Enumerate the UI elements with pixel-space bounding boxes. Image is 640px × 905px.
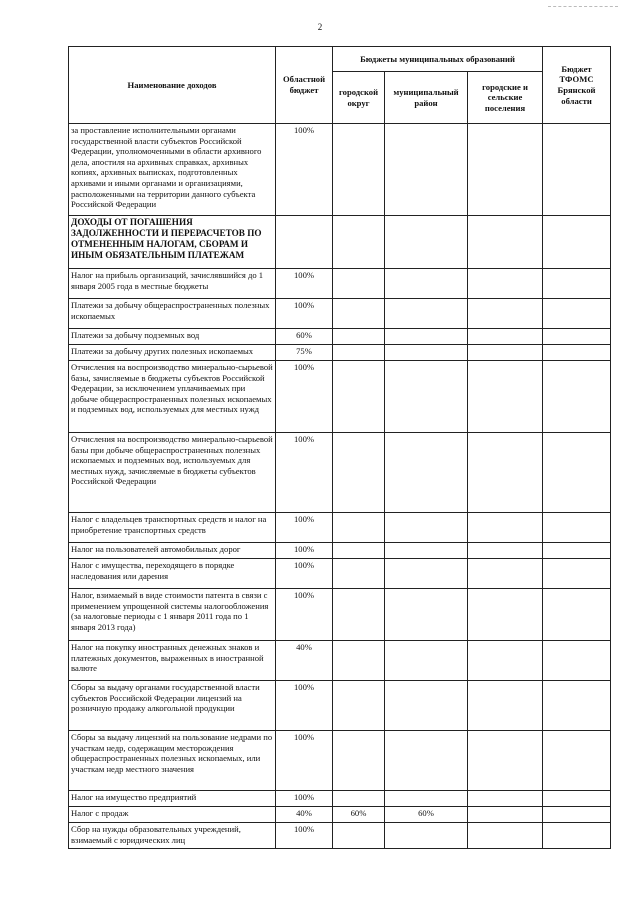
settlements-share-cell <box>468 269 543 299</box>
revenue-name-cell: Налог на покупку иностранных денежных знаков и платежных документов, выраженных в иностранной валюте <box>69 641 276 681</box>
table-row <box>69 807 611 823</box>
regional-share-cell: 100% <box>276 731 333 791</box>
header-revenue-name: Наименование доходов <box>69 47 276 124</box>
city-district-share-cell <box>333 361 385 433</box>
revenue-name-cell: Сборы за выдачу лицензий на пользование недрами по участкам недр, содержащим месторождения общераспространенных полезных ископаемых, или участкам недр местного значения <box>69 731 276 791</box>
regional-share-cell: 100% <box>276 589 333 641</box>
table-row <box>69 731 611 791</box>
table-row <box>69 329 611 345</box>
tfoms-share-cell <box>543 269 611 299</box>
city-district-share-cell <box>333 543 385 559</box>
tfoms-share-cell <box>543 641 611 681</box>
scan-artifact <box>548 6 618 8</box>
table-row <box>69 543 611 559</box>
city-district-share-cell <box>333 329 385 345</box>
header-municipal-district: муниципальный район <box>385 72 468 124</box>
municipal-district-share-cell <box>385 216 468 269</box>
city-district-share-cell <box>333 513 385 543</box>
revenue-name-cell: Налог с продаж <box>69 807 276 823</box>
revenue-name-cell: Сбор на нужды образовательных учреждений, взимаемый с юридических лиц <box>69 823 276 849</box>
city-district-share-cell: 60% <box>333 807 385 823</box>
table-body <box>69 124 611 849</box>
tfoms-share-cell <box>543 823 611 849</box>
tfoms-share-cell <box>543 559 611 589</box>
tfoms-share-cell <box>543 513 611 543</box>
table-row <box>69 216 611 269</box>
regional-share-cell <box>276 216 333 269</box>
municipal-district-share-cell <box>385 589 468 641</box>
revenue-name-cell: Налог, взимаемый в виде стоимости патента в связи с применением упрощенной системы налогообложения (за налоговые периоды с 1 января 2011 года по 1 января 2013 года) <box>69 589 276 641</box>
revenue-name-cell: Платежи за добычу других полезных ископаемых <box>69 345 276 361</box>
city-district-share-cell <box>333 681 385 731</box>
city-district-share-cell <box>333 216 385 269</box>
tfoms-share-cell <box>543 299 611 329</box>
table-row <box>69 361 611 433</box>
regional-share-cell: 100% <box>276 823 333 849</box>
revenue-name-cell: за проставление исполнительными органами государственной власти субъектов Российской Федерации, уполномоченными в области архивного дела, апостиля на архивных справках, архивных копиях, архивных выписках, подготовленных архивами и иными органами и организациями, расположенными на территории данного субъекта Российской Федерации <box>69 124 276 216</box>
municipal-district-share-cell <box>385 791 468 807</box>
tfoms-share-cell <box>543 681 611 731</box>
tfoms-share-cell <box>543 361 611 433</box>
settlements-share-cell <box>468 589 543 641</box>
header-settlements: городские и сельские поселения <box>468 72 543 124</box>
tfoms-share-cell <box>543 433 611 513</box>
revenue-name-cell: Платежи за добычу общераспространенных полезных ископаемых <box>69 299 276 329</box>
city-district-share-cell <box>333 731 385 791</box>
regional-share-cell: 100% <box>276 559 333 589</box>
regional-share-cell: 60% <box>276 329 333 345</box>
municipal-district-share-cell <box>385 559 468 589</box>
city-district-share-cell <box>333 641 385 681</box>
regional-share-cell: 100% <box>276 681 333 731</box>
tfoms-share-cell <box>543 791 611 807</box>
regional-share-cell: 100% <box>276 299 333 329</box>
regional-share-cell: 100% <box>276 124 333 216</box>
regional-share-cell: 100% <box>276 791 333 807</box>
city-district-share-cell <box>333 345 385 361</box>
table-row <box>69 559 611 589</box>
revenue-name-cell: Налог с имущества, переходящего в порядке наследования или дарения <box>69 559 276 589</box>
table-row <box>69 791 611 807</box>
table-row <box>69 299 611 329</box>
settlements-share-cell <box>468 299 543 329</box>
revenue-name-cell: ДОХОДЫ ОТ ПОГАШЕНИЯ ЗАДОЛЖЕННОСТИ И ПЕРЕРАСЧЕТОВ ПО ОТМЕНЕННЫМ НАЛОГАМ, СБОРАМ И ИНЫМ ОБЯЗАТЕЛЬНЫМ ПЛАТЕЖАМ <box>69 216 276 269</box>
settlements-share-cell <box>468 543 543 559</box>
table-row <box>69 823 611 849</box>
header-city-district: городской округ <box>333 72 385 124</box>
municipal-district-share-cell <box>385 731 468 791</box>
settlements-share-cell <box>468 124 543 216</box>
city-district-share-cell <box>333 269 385 299</box>
municipal-district-share-cell <box>385 681 468 731</box>
tfoms-share-cell <box>543 589 611 641</box>
municipal-district-share-cell <box>385 513 468 543</box>
regional-share-cell: 100% <box>276 543 333 559</box>
regional-share-cell: 75% <box>276 345 333 361</box>
tfoms-share-cell <box>543 216 611 269</box>
revenue-distribution-table <box>68 46 611 849</box>
settlements-share-cell <box>468 559 543 589</box>
table-row <box>69 589 611 641</box>
regional-share-cell: 100% <box>276 513 333 543</box>
settlements-share-cell <box>468 216 543 269</box>
revenue-name-cell: Отчисления на воспроизводство минерально-сырьевой базы при добыче общераспространенных полезных ископаемых и подземных вод, используемых для местных нужд, зачисляемые в бюджеты субъектов Российской Федерации <box>69 433 276 513</box>
municipal-district-share-cell: 60% <box>385 807 468 823</box>
page-number: 2 <box>317 22 323 32</box>
revenue-name-cell: Налог на имущество предприятий <box>69 791 276 807</box>
header-municipal-budgets: Бюджеты муниципальных образований <box>333 47 543 72</box>
table-row <box>69 269 611 299</box>
settlements-share-cell <box>468 731 543 791</box>
tfoms-share-cell <box>543 731 611 791</box>
municipal-district-share-cell <box>385 329 468 345</box>
municipal-district-share-cell <box>385 433 468 513</box>
table-row <box>69 124 611 216</box>
settlements-share-cell <box>468 433 543 513</box>
regional-share-cell: 40% <box>276 807 333 823</box>
settlements-share-cell <box>468 345 543 361</box>
municipal-district-share-cell <box>385 641 468 681</box>
city-district-share-cell <box>333 433 385 513</box>
municipal-district-share-cell <box>385 269 468 299</box>
table-row <box>69 641 611 681</box>
tfoms-share-cell <box>543 124 611 216</box>
header-regional-budget: Областной бюджет <box>276 47 333 124</box>
tfoms-share-cell <box>543 329 611 345</box>
tfoms-share-cell <box>543 807 611 823</box>
table-row <box>69 681 611 731</box>
table-row <box>69 345 611 361</box>
municipal-district-share-cell <box>385 299 468 329</box>
settlements-share-cell <box>468 681 543 731</box>
revenue-name-cell: Сборы за выдачу органами государственной власти субъектов Российской Федерации лицензий на розничную продажу алкогольной продукции <box>69 681 276 731</box>
settlements-share-cell <box>468 513 543 543</box>
settlements-share-cell <box>468 791 543 807</box>
tfoms-share-cell <box>543 543 611 559</box>
city-district-share-cell <box>333 791 385 807</box>
municipal-district-share-cell <box>385 823 468 849</box>
city-district-share-cell <box>333 299 385 329</box>
revenue-name-cell: Платежи за добычу подземных вод <box>69 329 276 345</box>
revenue-name-cell: Отчисления на воспроизводство минерально-сырьевой базы, зачисляемые в бюджеты субъектов Российской Федерации, за исключением уплачиваемых при добыче общераспространенных полезных ископаемых и подземных вод, используемых для местных нужд <box>69 361 276 433</box>
settlements-share-cell <box>468 329 543 345</box>
municipal-district-share-cell <box>385 345 468 361</box>
settlements-share-cell <box>468 641 543 681</box>
city-district-share-cell <box>333 124 385 216</box>
table-row <box>69 433 611 513</box>
municipal-district-share-cell <box>385 124 468 216</box>
revenue-name-cell: Налог с владельцев транспортных средств и налог на приобретение транспортных средств <box>69 513 276 543</box>
revenue-name-cell: Налог на прибыль организаций, зачислявшийся до 1 января 2005 года в местные бюджеты <box>69 269 276 299</box>
tfoms-share-cell <box>543 345 611 361</box>
municipal-district-share-cell <box>385 543 468 559</box>
regional-share-cell: 100% <box>276 361 333 433</box>
settlements-share-cell <box>468 807 543 823</box>
municipal-district-share-cell <box>385 361 468 433</box>
city-district-share-cell <box>333 589 385 641</box>
table-row <box>69 513 611 543</box>
revenue-name-cell: Налог на пользователей автомобильных дорог <box>69 543 276 559</box>
city-district-share-cell <box>333 559 385 589</box>
settlements-share-cell <box>468 361 543 433</box>
regional-share-cell: 40% <box>276 641 333 681</box>
regional-share-cell: 100% <box>276 433 333 513</box>
settlements-share-cell <box>468 823 543 849</box>
regional-share-cell: 100% <box>276 269 333 299</box>
header-tfoms-budget: Бюджет ТФОМС Брянской области <box>543 47 611 124</box>
city-district-share-cell <box>333 823 385 849</box>
